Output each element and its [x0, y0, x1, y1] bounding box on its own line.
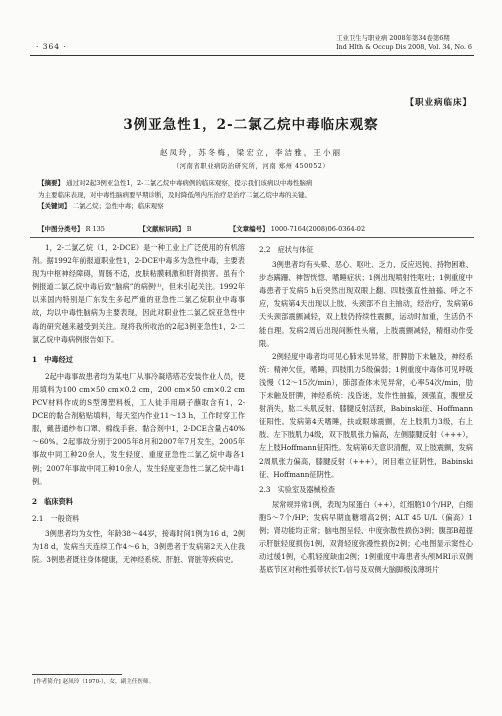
section-1-heading: 1 中毒经过	[32, 354, 73, 364]
section-tag: 【职业病临床】	[405, 98, 472, 108]
clc-value: R 135	[85, 225, 105, 233]
section-2-2-paragraph-1: 3例患者均有头晕、恶心、呕吐、乏力、反应迟钝、持物困难、步态蹒跚、神智恍惚、嗜睡症状；1例出现喷射性呕吐；1例重度中毒患者于发病5 h后突然出现双眼上翻、四肢强直性抽搐、呼之不应，发病第4天出现以上肢、头颈部不自主抽动，经治疗，发病第6天头颈部震颤减轻，双上肢仍持续性震颤，运动时加重，生活仍不能自理。发病2周后出现间断性头痛，上肢震颤减轻，精细动作受限。	[259, 260, 473, 348]
article-number-value: 1000-7164(2008)06-0364-02	[270, 225, 366, 233]
section-2-2-paragraph-2: 2例轻度中毒者均可见心肺未见异常，肝脾肋下未触及，神经系统：精神欠佳，嗜睡，四肢肌力5级偏弱；1例重度中毒体可见呼吸浅慢（12～15次/min），肺部查体未见异常，心率54次/min，肋下未触及肝脾，神经系统：浅昏迷，发作性抽搐，颈强直，腹壁反射消失，肱二头肌反射、膝腱反射活跃，Babinski征、Hoffmann征阳性。发病第4天嗜睡，扶或眼球震颤，左上肢肌力3级，右上肢、左下肢肌力4级，双下肢肌张力偏高，左侧膝腱反射（+++），左上肢Hoffmann征阳性。发病第6天意识清醒，双上肢震颤，发病2周肌张力偏高，膝腱反射（+++），闭目难立征阴性，Babinski征、Hoffmann征阴性。	[259, 351, 473, 479]
abstract	[38, 178, 468, 213]
author-footnote: [作者简介] 赵凤玲（1970-），女，副主任医师。	[34, 679, 155, 685]
section-2-3-paragraph: 尿常规异常1例，表现为尿蛋白（++），红细胞10个/HP，白细胞5～7个/HP；发病早期血糖增高2例；ALT 45 U/L（偏高）1例；肾功能均正常；脑电图呈轻、中度弥散性损伤3例；腹部B超提示肝脏轻度损伤1例，双肾轻度弥漫性损伤2例；心电图显示窦性心动过缓1例，心肌轻度缺血2例；1例重度中毒患者头颅MRI示双侧基底节区对称性弧带状长T₂信号及双侧大脑脚极浅薄斑片	[259, 499, 473, 575]
article-authors: 赵凤玲，苏冬梅，梁宏立，李洁雅，王小丽	[159, 148, 343, 157]
left-column	[32, 241, 245, 566]
clc-label: 【中图分类号】	[38, 225, 84, 233]
abstract-rule	[30, 237, 474, 238]
article-number-label: 【文章编号】	[229, 225, 269, 233]
abstract-line-1	[38, 178, 468, 190]
abstract-text-2: 为主要临床表现，对中毒性脑病要早期诊断，及时降低颅内压治疗是治疗二氯乙烷中毒的关键。	[38, 190, 311, 199]
journal-header	[336, 34, 472, 52]
abstract-label: 【摘要】	[38, 179, 64, 187]
classification-line	[38, 224, 468, 233]
article-title: 3例亚急性1，2-二氯乙烷中毒临床观察	[123, 117, 379, 133]
right-column	[259, 241, 473, 576]
abstract-text-1: 通过对2起3例亚急性1，2-二氯乙烷中毒病例的临床观察，提示我们该病以中毒性脑病	[66, 179, 313, 187]
abstract-line-2	[38, 190, 468, 202]
header-rule	[30, 55, 474, 56]
keywords: 二氯乙烷；急性中毒；临床观察	[72, 202, 164, 210]
page-number: · 364 ·	[36, 42, 67, 51]
keywords-line	[38, 201, 468, 213]
intro-paragraph: 1，2-二氯乙烷（1，2-DCE）是一种工业上广泛使用的有机溶剂。据1992年前报道职业性1，2-DCE中毒多为急性中毒，主要表现为中枢神经障碍，胃肠不适，皮肤粘膜刺激和肝肾损害。虽有个例报道二氯乙烷中毒后致“脑病”的病例⁽¹⁾，但未引起关注。1992年以来国内特别是广东发生多起严重的亚急性二氯乙烷职业中毒事故，均以中毒性脑病为主要表现，因此对职业性二氯乙烷亚急性中毒的研究越来越受到关注。现将我所收治的2起3例亚急性1，2-二氯乙烷中毒病例报告如下。	[32, 243, 245, 344]
section-2-1-paragraph: 3例患者均为女性，年龄38～44岁，接毒时间1例为16 d，2例为18 d，发病当天连续工作4～6 h，3例患者于发病第2天入住我院。3例患者既往身体健康，无神经系统、肝脏、肾脏等疾病史。	[32, 528, 245, 565]
keywords-label: 【关键词】	[38, 202, 71, 210]
journal-header-en: Ind Hlth & Occup Dis 2008, Vol. 34, No. 6	[336, 43, 472, 51]
section-2-3-heading: 2.3 实验室及器械检查	[259, 484, 336, 494]
footnote-rule	[32, 674, 122, 675]
article-affiliation: （河南省职业病防治研究所，河南 郑州 450052）	[172, 162, 330, 170]
doc-code-value: B	[186, 225, 192, 233]
section-2-2-heading: 2.2 症状与体征	[259, 245, 314, 254]
section-1-paragraph: 2起中毒事故患者均为某电厂从事冷凝塔塔芯安装作业人员，使用填料为100 cm×50 cm×0.2 cm，200 cm×50 cm×0.2 cm PCV材料作成的S型薄塑料板，工人徒手用刷子蘸取含有1，2-DCE的黏合剂粘贴填料，每天室内作业11～13 h，工作时穿工作服，戴普通纱布口罩、棉线手套。黏合剂中1，2-DCE含量占40%～60%。2起事故分别于2005年8月和2007年7月发生，2005年事故中同工种20余人，发生轻度、重度亚急性二氯乙烷中毒各1例；2007年事故中同工种10余人，发生轻度亚急性二氯乙烷中毒1例。	[32, 371, 245, 486]
doc-code-label: 【文献标识码】	[139, 225, 185, 233]
section-2-heading: 2 临床资料	[32, 496, 73, 506]
section-2-1-heading: 2.1 一般资料	[32, 513, 80, 523]
journal-header-cn: 工业卫生与职业病 2008年第34卷第6期	[336, 34, 450, 42]
